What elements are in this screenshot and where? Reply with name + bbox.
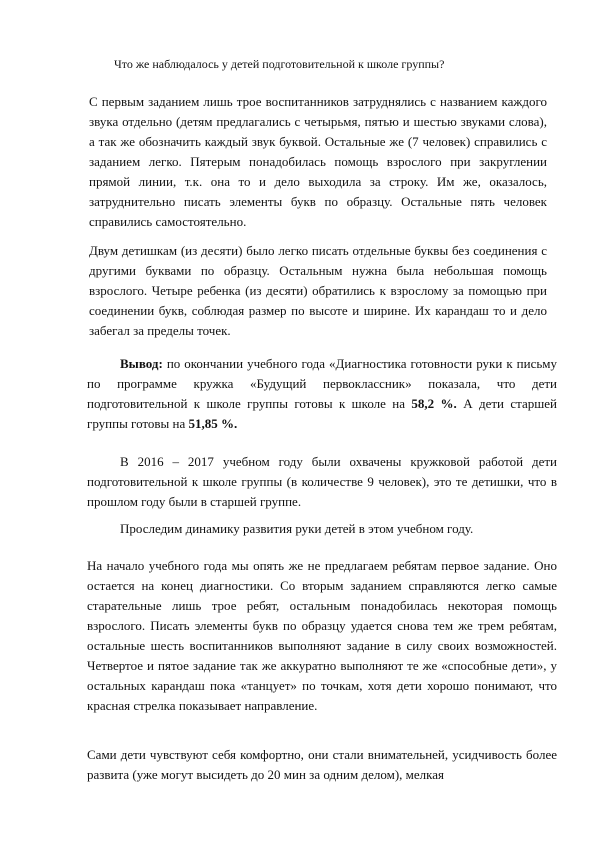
- conclusion-value-senior: 51,85 %.: [188, 416, 238, 431]
- conclusion-label: Вывод:: [120, 356, 163, 371]
- paragraph-school-year: В 2016 – 2017 учебном году были охвачены кружковой работой дети подготовительной к школе группы (в количестве 9 человек), это те детишки, что в прошлом году были в старшей группе.: [87, 454, 557, 509]
- conclusion-text-b: А дети старшей группы готовы на: [87, 396, 558, 431]
- conclusion-value-prep: 58,2 %.: [411, 396, 457, 411]
- section-heading: Что же наблюдалось у детей подготовительной к школе группы?: [114, 57, 445, 71]
- paragraph-comfort: Сами дети чувствуют себя комфортно, они стали внимательней, усидчивость более развита (уже могут высидеть до 20 мин за одним делом), мелкая: [87, 747, 557, 782]
- paragraph-first-task: С первым заданием лишь трое воспитанников затруднялись с названием каждого звука отдельно (детям предлагались с четырьмя, пятью и шестью звуками слова), а так же обозначить каждый звук буквой. Остальные же (7 человек) справились с заданием легко. Пятерым понадобилась помощь взрослого при закруглении прямой линии, т.к. она то и дело выходила за строку. Им же, оказалось, затруднительно писать элементы букв по образцу. Остальные пять человек справились самостоятельно.: [89, 94, 547, 229]
- paragraph-letters: Двум детишкам (из десяти) было легко писать отдельные буквы без соединения с другими буквами по образцу. Остальным нужна была небольшая помощь взрослого. Четыре ребенка (из десяти) обратились к взрослому за помощью при соединении букв, соблюдая размер по высоте и ширине. Их карандаш то и дело забегал за пределы точек.: [89, 243, 547, 338]
- paragraph-conclusion: [87, 354, 557, 434]
- paragraph-dynamics-intro: Проследим динамику развития руки детей в этом учебном году.: [120, 521, 474, 536]
- paragraph-year-start: На начало учебного года мы опять же не предлагаем ребятам первое задание. Оно остается на конец диагностики. Со вторым заданием справляются легко самые старательные лишь трое ребят, остальным понадобилась некоторая помощь взрослого. Писать элементы букв по образцу удается снова тем же трем ребятам, остальные шесть воспитанников выполняют задание в силу своих возможностей. Четвертое и пятое задание так же аккуратно выполняют те же «способные дети», у остальных карандаш пока «танцует» по точкам, хотя дети хорошо понимают, что красная стрелка показывает направление.: [87, 558, 557, 713]
- conclusion-text-a: по окончании учебного года «Диагностика готовности руки к письму по программе кружка «Будущий первоклассник» показала, что дети подготовительной к школе группы готовы к школе на: [87, 356, 558, 411]
